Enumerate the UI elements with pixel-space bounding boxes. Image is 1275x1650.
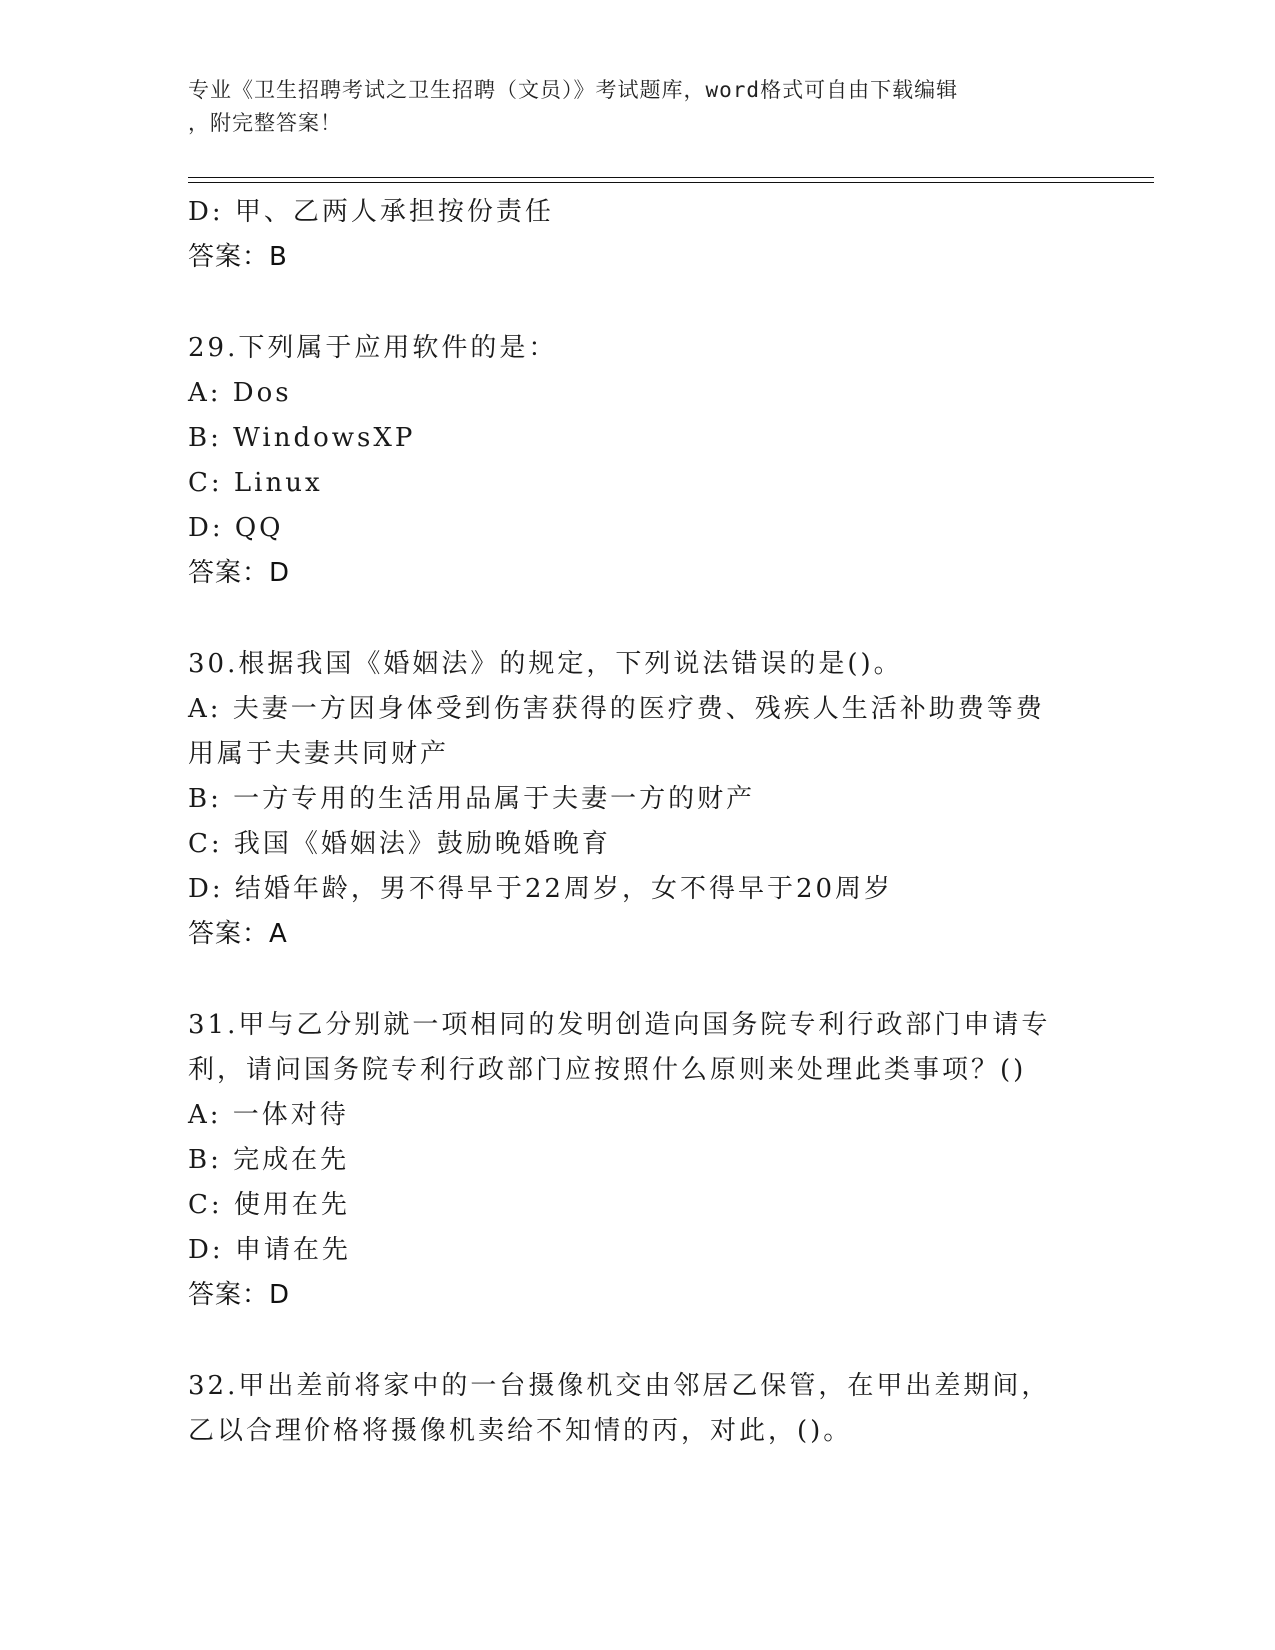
header-line-2: ，附完整答案！	[188, 111, 342, 135]
question-29	[188, 326, 1088, 596]
option-b: B: WindowsXP	[188, 423, 416, 453]
option-d: D: 甲、乙两人承担按份责任	[188, 197, 554, 227]
spacer	[188, 957, 1088, 1003]
question-stem: 31.甲与乙分别就一项相同的发明创造向国务院专利行政部门申请专利，请问国务院专利行政部门应按照什么原则来处理此类事项？()	[188, 1010, 1051, 1085]
spacer	[188, 596, 1088, 642]
question-32	[188, 1364, 1088, 1454]
option-d: D: QQ	[188, 513, 284, 543]
header-divider-bottom	[188, 182, 1154, 183]
option-c: C: 使用在先	[188, 1190, 350, 1220]
answer-line: 答案：B	[188, 242, 288, 272]
option-b: B: 一方专用的生活用品属于夫妻一方的财产	[188, 784, 756, 814]
option-a: A: Dos	[188, 378, 292, 408]
question-31	[188, 1003, 1088, 1318]
question-30	[188, 642, 1088, 957]
document-body	[188, 190, 1088, 1454]
spacer	[188, 1318, 1088, 1364]
option-b: B: 完成在先	[188, 1145, 350, 1175]
header-divider-top	[188, 177, 1154, 178]
question-stem: 32.甲出差前将家中的一台摄像机交由邻居乙保管，在甲出差期间，乙以合理价格将摄像机卖给不知情的丙，对此，()。	[188, 1371, 1051, 1446]
option-c: C: Linux	[188, 468, 323, 498]
option-a: A: 夫妻一方因身体受到伤害获得的医疗费、残疾人生活补助费等费用属于夫妻共同财产	[188, 694, 1045, 769]
option-d: D: 申请在先	[188, 1235, 351, 1265]
document-header	[188, 74, 1078, 140]
answer-line: 答案：D	[188, 1280, 291, 1310]
option-c: C: 我国《婚姻法》鼓励晚婚晚育	[188, 829, 611, 859]
header-line-1: 专业《卫生招聘考试之卫生招聘（文员）》考试题库，word格式可自由下载编辑	[188, 78, 959, 102]
spacer	[188, 280, 1088, 326]
question-28-tail	[188, 190, 1088, 280]
option-d: D: 结婚年龄，男不得早于22周岁，女不得早于20周岁	[188, 874, 894, 904]
question-stem: 30.根据我国《婚姻法》的规定，下列说法错误的是()。	[188, 649, 903, 679]
option-a: A: 一体对待	[188, 1100, 349, 1130]
question-stem: 29.下列属于应用软件的是：	[188, 333, 558, 363]
answer-line: 答案：D	[188, 558, 291, 588]
answer-line: 答案：A	[188, 919, 288, 949]
